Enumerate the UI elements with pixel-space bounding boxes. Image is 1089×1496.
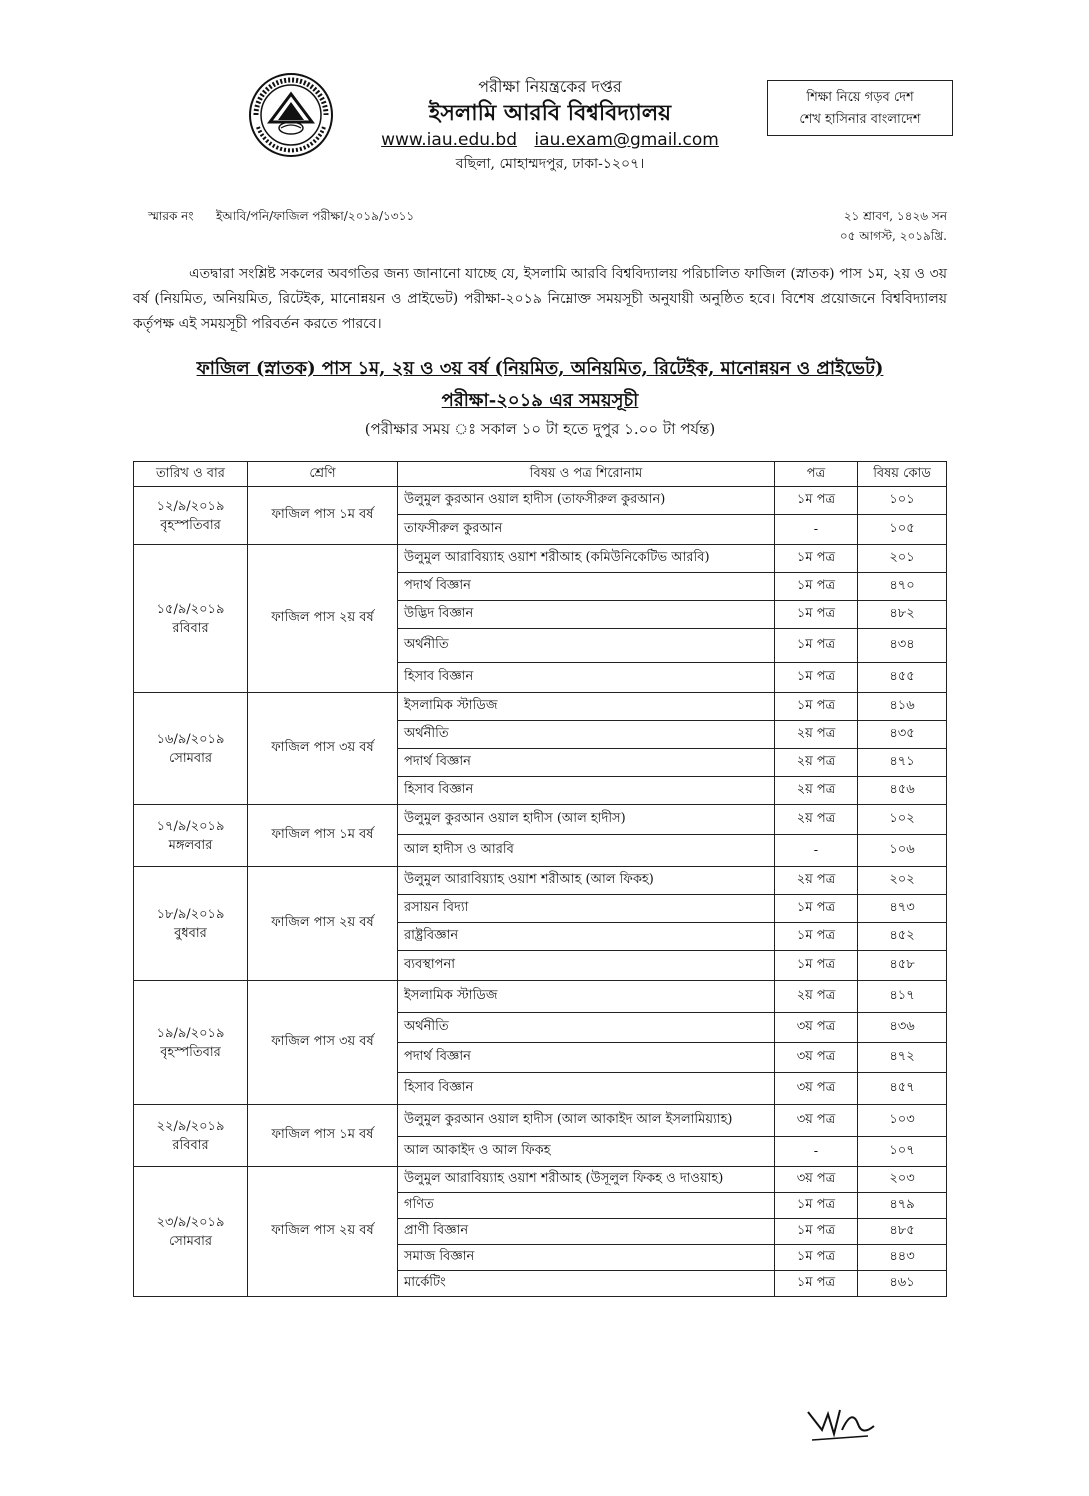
exam-date: ১৭/৯/২০১৯	[156, 818, 225, 834]
table-row	[134, 693, 947, 721]
class-name: ফাজিল পাস ১ম বর্ষ	[248, 805, 398, 867]
subject-code: ৪৫৬	[858, 777, 947, 805]
exam-weekday: মঙ্গলবার	[168, 837, 213, 853]
subject-code: ৪৬১	[858, 1271, 947, 1297]
slogan-line-2: শেখ হাসিনার বাংলাদেশ	[799, 112, 921, 127]
subject-title: উলুমুল আরাবিয়্যাহ ওয়াশ শরীআহ (কমিউনিকেটিভ আরবি)	[398, 545, 775, 573]
subject-code: ১০৫	[858, 515, 947, 545]
paper-number: ২য় পত্র	[775, 981, 858, 1013]
subject-code: ১০৬	[858, 835, 947, 867]
exam-date-cell	[134, 487, 248, 545]
paper-number: ২য় পত্র	[775, 805, 858, 835]
notice-body: এতদ্বারা সংশ্লিষ্ট সকলের অবগতির জন্য জানানো যাচ্ছে যে, ইসলামি আরবি বিশ্ববিদ্যালয় পরিচালিত ফাজিল (স্নাতক) পাস ১ম, ২য় ও ৩য় বর্ষ (নিয়মিত, অনিয়মিত, রিটেইক, মানোন্নয়ন ও প্রাইভেট) পরীক্ষা-২০১৯ নিম্নোক্ত সময়সূচী অনুযায়ী অনুষ্ঠিত হবে। বিশেষ প্রয়োজনে বিশ্ববিদ্যালয় কর্তৃপক্ষ এই সময়সূচী পরিবর্তন করতে পারবে।	[133, 266, 947, 332]
paper-number: ১ম পত্র	[775, 663, 858, 693]
exam-time: (পরীক্ষার সময় ঃ সকাল ১০ টা হতে দুপুর ১.০০ টা পর্যন্ত)	[364, 420, 716, 438]
slogan-box	[767, 80, 953, 136]
table-row	[134, 545, 947, 573]
memo-number: ইআবি/পনি/ফাজিল পরীক্ষা/২০১৯/১৩১১	[216, 209, 415, 223]
header-code: বিষয় কোড	[858, 462, 947, 487]
subject-title: আল হাদীস ও আরবি	[398, 835, 775, 867]
subject-title: উদ্ভিদ বিজ্ঞান	[398, 601, 775, 629]
subject-title: উলুমুল কুরআন ওয়াল হাদীস (আল হাদীস)	[398, 805, 775, 835]
table-row	[134, 981, 947, 1013]
exam-weekday: বৃহস্পতিবার	[160, 1044, 221, 1060]
subject-code: ৪৭৯	[858, 1193, 947, 1219]
subject-title: হিসাব বিজ্ঞান	[398, 1073, 775, 1105]
paper-number: ৩য় পত্র	[775, 1167, 858, 1193]
class-name: ফাজিল পাস ২য় বর্ষ	[248, 545, 398, 693]
table-row	[134, 1167, 947, 1193]
subject-code: ৪৮৫	[858, 1219, 947, 1245]
schedule-subtitle: পরীক্ষা-২০১৯ এর সময়সূচী	[441, 390, 639, 411]
paper-number: -	[775, 515, 858, 545]
class-name: ফাজিল পাস ৩য় বর্ষ	[248, 981, 398, 1105]
subject-title: অর্থনীতি	[398, 1013, 775, 1043]
exam-date: ২৩/৯/২০১৯	[156, 1214, 225, 1230]
header-paper: পত্র	[775, 462, 858, 487]
paper-number: ১ম পত্র	[775, 1245, 858, 1271]
table-row	[134, 805, 947, 835]
exam-weekday: সোমবার	[168, 750, 212, 766]
subject-title: ইসলামিক স্টাডিজ	[398, 693, 775, 721]
class-name: ফাজিল পাস ২য় বর্ষ	[248, 1167, 398, 1297]
class-name: ফাজিল পাস ৩য় বর্ষ	[248, 693, 398, 805]
table-header-row	[134, 462, 947, 487]
paper-number: ১ম পত্র	[775, 573, 858, 601]
subject-code: ১০১	[858, 487, 947, 515]
exam-date-cell	[134, 981, 248, 1105]
paper-number: ১ম পত্র	[775, 601, 858, 629]
paper-number: ২য় পত্র	[775, 777, 858, 805]
exam-date: ১৯/৯/২০১৯	[156, 1025, 225, 1041]
subject-code: ৪৩৫	[858, 721, 947, 749]
exam-date-cell	[134, 693, 248, 805]
subject-title: উলুমুল কুরআন ওয়াল হাদীস (আল আকাইদ আল ইসলামিয়্যাহ)	[398, 1105, 775, 1137]
date-english: ০৫ আগস্ট, ২০১৯খ্রি.	[839, 229, 947, 243]
exam-weekday: রবিবার	[172, 1137, 209, 1153]
paper-number: ৩য় পত্র	[775, 1105, 858, 1137]
subject-title: পদার্থ বিজ্ঞান	[398, 573, 775, 601]
table-row	[134, 1105, 947, 1137]
subject-code: ৪৫৭	[858, 1073, 947, 1105]
subject-title: মার্কেটিং	[398, 1271, 775, 1297]
subject-title: পদার্থ বিজ্ঞান	[398, 749, 775, 777]
subject-title: উলুমুল আরাবিয়্যাহ ওয়াশ শরীআহ (উসূলুল ফিকহ ও দাওয়াহ)	[398, 1167, 775, 1193]
subject-title: অর্থনীতি	[398, 721, 775, 749]
exam-weekday: রবিবার	[172, 620, 209, 636]
subject-title: উলুমুল কুরআন ওয়াল হাদীস (তাফসীরুল কুরআন)	[398, 487, 775, 515]
exam-date-cell	[134, 805, 248, 867]
subject-code: ৪৭২	[858, 1043, 947, 1073]
paper-number: ৩য় পত্র	[775, 1013, 858, 1043]
office-name: পরীক্ষা নিয়ন্ত্রকের দপ্তর	[478, 77, 622, 96]
exam-date: ২২/৯/২০১৯	[156, 1118, 225, 1134]
exam-date-cell	[134, 545, 248, 693]
subject-title: ইসলামিক স্টাডিজ	[398, 981, 775, 1013]
paper-number: ১ম পত্র	[775, 693, 858, 721]
subject-code: ৪৩৬	[858, 1013, 947, 1043]
date-bangla: ২১ শ্রাবণ, ১৪২৬ সন	[843, 209, 947, 223]
contact-links	[340, 128, 760, 152]
subject-title: সমাজ বিজ্ঞান	[398, 1245, 775, 1271]
subject-code: ৪১৬	[858, 693, 947, 721]
letterhead	[340, 76, 760, 176]
paper-number: ১ম পত্র	[775, 1271, 858, 1297]
university-seal-logo	[248, 72, 334, 158]
subject-code: ১০৩	[858, 1105, 947, 1137]
address: বছিলা, মোহাম্মদপুর, ঢাকা-১২০৭।	[455, 156, 645, 172]
exam-date-cell	[134, 867, 248, 981]
header-subject: বিষয় ও পত্র শিরোনাম	[398, 462, 775, 487]
subject-title: তাফসীরুল কুরআন	[398, 515, 775, 545]
exam-weekday: বৃহস্পতিবার	[160, 517, 221, 533]
website-link[interactable]: www.iau.edu.bd	[381, 130, 518, 150]
paper-number: ২য় পত্র	[775, 867, 858, 895]
subject-title: অর্থনীতি	[398, 629, 775, 663]
schedule-title: ফাজিল (স্নাতক) পাস ১ম, ২য় ও ৩য় বর্ষ (নিয়মিত, অনিয়মিত, রিটেইক, মানোন্নয়ন ও প্রাইভেট)	[196, 358, 884, 379]
subject-title: প্রাণী বিজ্ঞান	[398, 1219, 775, 1245]
paper-number: ২য় পত্র	[775, 749, 858, 777]
subject-code: ৪৩৪	[858, 629, 947, 663]
subject-code: ৪৫২	[858, 923, 947, 951]
subject-code: ৪৭০	[858, 573, 947, 601]
exam-schedule-table	[133, 461, 947, 1297]
subject-code: ৪১৭	[858, 981, 947, 1013]
subject-title: উলুমুল আরাবিয়্যাহ ওয়াশ শরীআহ (আল ফিকহ)	[398, 867, 775, 895]
subject-title: আল আকাইদ ও আল ফিকহ	[398, 1137, 775, 1167]
notice-date	[840, 206, 947, 246]
subject-title: পদার্থ বিজ্ঞান	[398, 1043, 775, 1073]
subject-code: ২০২	[858, 867, 947, 895]
subject-title: হিসাব বিজ্ঞান	[398, 777, 775, 805]
paper-number: ২য় পত্র	[775, 721, 858, 749]
subject-code: ২০১	[858, 545, 947, 573]
paper-number: ১ম পত্র	[775, 629, 858, 663]
exam-date: ১৫/৯/২০১৯	[156, 601, 225, 617]
exam-date: ১৬/৯/২০১৯	[156, 731, 225, 747]
paper-number: ১ম পত্র	[775, 545, 858, 573]
exam-weekday: সোমবার	[168, 1233, 212, 1249]
class-name: ফাজিল পাস ১ম বর্ষ	[248, 1105, 398, 1167]
class-name: ফাজিল পাস ১ম বর্ষ	[248, 487, 398, 545]
subject-title: ব্যবস্থাপনা	[398, 951, 775, 981]
subject-code: ৪৮২	[858, 601, 947, 629]
exam-date-cell	[134, 1105, 248, 1167]
subject-code: ১০২	[858, 805, 947, 835]
subject-title: রাষ্ট্রবিজ্ঞান	[398, 923, 775, 951]
subject-code: ১০৭	[858, 1137, 947, 1167]
subject-code: ৪৫৮	[858, 951, 947, 981]
paper-number: ৩য় পত্র	[775, 1043, 858, 1073]
paper-number: ১ম পত্র	[775, 1219, 858, 1245]
paper-number: ১ম পত্র	[775, 1193, 858, 1219]
paper-number: ১ম পত্র	[775, 951, 858, 981]
slogan-line-1: শিক্ষা নিয়ে গড়ব দেশ	[806, 90, 914, 105]
subject-title: গণিত	[398, 1193, 775, 1219]
subject-title: রসায়ন বিদ্যা	[398, 895, 775, 923]
exam-date: ১৮/৯/২০১৯	[156, 906, 225, 922]
exam-date: ১২/৯/২০১৯	[156, 498, 225, 514]
class-name: ফাজিল পাস ২য় বর্ষ	[248, 867, 398, 981]
email-link[interactable]: iau.exam@gmail.com	[534, 130, 719, 150]
exam-date-cell	[134, 1167, 248, 1297]
paper-number: ১ম পত্র	[775, 487, 858, 515]
paper-number: ১ম পত্র	[775, 923, 858, 951]
memo-label: স্মারক নং	[148, 209, 194, 223]
subject-code: ২০৩	[858, 1167, 947, 1193]
table-row	[134, 487, 947, 515]
signature	[804, 1400, 878, 1448]
paper-number: -	[775, 1137, 858, 1167]
schedule-body	[134, 487, 947, 1297]
subject-code: ৪৪৩	[858, 1245, 947, 1271]
table-row	[134, 867, 947, 895]
header-date: তারিখ ও বার	[134, 462, 248, 487]
exam-weekday: বুধবার	[174, 925, 207, 941]
subject-code: ৪৫৫	[858, 663, 947, 693]
subject-code: ৪৭৩	[858, 895, 947, 923]
subject-title: হিসাব বিজ্ঞান	[398, 663, 775, 693]
university-name: ইসলামি আরবি বিশ্ববিদ্যালয়	[428, 100, 672, 126]
header-class: শ্রেণি	[248, 462, 398, 487]
paper-number: ১ম পত্র	[775, 895, 858, 923]
paper-number: ৩য় পত্র	[775, 1073, 858, 1105]
subject-code: ৪৭১	[858, 749, 947, 777]
paper-number: -	[775, 835, 858, 867]
